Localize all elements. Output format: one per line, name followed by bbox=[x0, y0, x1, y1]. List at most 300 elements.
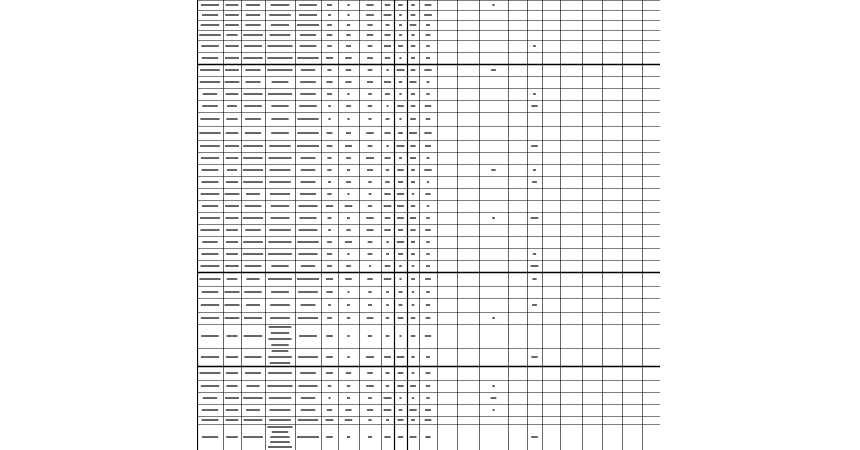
cell-ink bbox=[245, 132, 261, 134]
cell-ink bbox=[225, 14, 239, 16]
cell-ink bbox=[297, 132, 318, 134]
cell-ink bbox=[367, 34, 374, 36]
cell-ink bbox=[426, 385, 430, 387]
cell-ink bbox=[269, 169, 290, 171]
cell-ink bbox=[345, 409, 351, 411]
cell-ink bbox=[384, 229, 390, 231]
cell-ink bbox=[267, 426, 292, 428]
cell-ink bbox=[301, 157, 316, 159]
cell-ink bbox=[202, 57, 218, 59]
cell-ink bbox=[398, 317, 404, 319]
cell-ink bbox=[531, 217, 539, 219]
cell-ink bbox=[297, 436, 319, 438]
cell-ink bbox=[492, 317, 495, 319]
cell-ink bbox=[367, 169, 373, 171]
cell-ink bbox=[426, 372, 431, 374]
cell-ink bbox=[326, 356, 333, 358]
cell-ink bbox=[368, 105, 372, 107]
cell-ink bbox=[328, 118, 330, 120]
cell-ink bbox=[272, 81, 289, 83]
cell-ink bbox=[411, 253, 415, 255]
cell-ink bbox=[492, 217, 495, 219]
cell-ink bbox=[244, 419, 263, 421]
cell-ink bbox=[347, 436, 350, 438]
cell-ink bbox=[368, 181, 372, 183]
cell-ink bbox=[426, 93, 429, 95]
cell-ink bbox=[425, 335, 431, 337]
cell-ink bbox=[269, 14, 291, 16]
cell-ink bbox=[267, 69, 292, 71]
cell-ink bbox=[398, 436, 403, 438]
cell-ink bbox=[328, 14, 331, 16]
cell-ink bbox=[226, 34, 237, 36]
cell-ink bbox=[386, 118, 390, 120]
cell-ink bbox=[326, 335, 333, 337]
cell-ink bbox=[411, 419, 415, 421]
cell-ink bbox=[268, 372, 292, 374]
cell-ink bbox=[225, 145, 239, 147]
cell-ink bbox=[426, 397, 429, 399]
cell-ink bbox=[202, 419, 219, 421]
cell-ink bbox=[298, 205, 317, 207]
cell-ink bbox=[491, 169, 495, 171]
cell-ink bbox=[366, 157, 374, 159]
cell-ink bbox=[347, 304, 350, 306]
cell-ink bbox=[326, 291, 332, 293]
cell-ink bbox=[410, 118, 416, 120]
cell-ink bbox=[345, 205, 353, 207]
cell-ink bbox=[386, 304, 389, 306]
cell-ink bbox=[201, 24, 220, 26]
cell-ink bbox=[269, 181, 291, 183]
cell-ink bbox=[226, 118, 237, 120]
cell-ink bbox=[397, 356, 405, 358]
cell-ink bbox=[326, 57, 333, 59]
cell-ink bbox=[347, 14, 349, 16]
cell-ink bbox=[270, 304, 290, 306]
table-row-dividers bbox=[197, 1, 660, 450]
cell-ink bbox=[426, 81, 429, 83]
cell-ink bbox=[298, 291, 318, 293]
cell-ink bbox=[269, 229, 291, 231]
cell-ink bbox=[397, 69, 405, 71]
cell-ink bbox=[246, 385, 259, 387]
cell-ink bbox=[328, 217, 332, 219]
cell-ink bbox=[411, 181, 415, 183]
cell-ink bbox=[409, 409, 416, 411]
cell-ink bbox=[298, 253, 317, 255]
cell-ink bbox=[424, 69, 431, 71]
cell-ink bbox=[491, 397, 497, 399]
cell-ink bbox=[243, 397, 262, 399]
cell-ink bbox=[267, 57, 292, 59]
cell-ink bbox=[347, 291, 349, 293]
cell-ink bbox=[297, 24, 319, 26]
cell-ink bbox=[411, 105, 416, 107]
cell-ink bbox=[243, 93, 262, 95]
cell-ink bbox=[269, 157, 292, 159]
cell-ink bbox=[200, 81, 220, 83]
cell-ink bbox=[411, 69, 416, 71]
cell-ink bbox=[202, 205, 218, 207]
cell-ink bbox=[369, 265, 371, 267]
cell-ink bbox=[224, 291, 239, 293]
cell-ink bbox=[384, 356, 391, 358]
cell-ink bbox=[328, 181, 331, 183]
cell-ink bbox=[226, 385, 237, 387]
cell-ink bbox=[298, 317, 318, 319]
cell-ink bbox=[201, 265, 220, 267]
cell-ink bbox=[246, 278, 259, 280]
cell-ink bbox=[399, 335, 401, 337]
cell-ink bbox=[327, 157, 331, 159]
cell-ink bbox=[399, 304, 403, 306]
cell-ink bbox=[366, 356, 374, 358]
cell-ink bbox=[270, 409, 291, 411]
cell-ink bbox=[368, 69, 373, 71]
cell-ink bbox=[271, 291, 289, 293]
cell-ink bbox=[412, 265, 415, 267]
cell-ink bbox=[245, 69, 260, 71]
cell-ink bbox=[244, 335, 263, 337]
cell-ink bbox=[385, 265, 391, 267]
cell-ink bbox=[201, 356, 219, 358]
cell-ink bbox=[368, 304, 372, 306]
cell-ink bbox=[533, 45, 536, 47]
cell-ink bbox=[202, 14, 218, 16]
cell-ink bbox=[347, 385, 350, 387]
cell-ink bbox=[531, 105, 537, 107]
cell-ink bbox=[397, 169, 403, 171]
cell-ink bbox=[411, 205, 415, 207]
cell-ink bbox=[345, 81, 351, 83]
cell-ink bbox=[327, 265, 332, 267]
cell-ink bbox=[225, 57, 239, 59]
cell-ink bbox=[411, 4, 415, 6]
cell-ink bbox=[367, 317, 374, 319]
cell-ink bbox=[427, 181, 429, 183]
cell-ink bbox=[225, 265, 238, 267]
cell-ink bbox=[300, 372, 316, 374]
cell-ink bbox=[531, 436, 538, 438]
cell-ink bbox=[271, 132, 289, 134]
cell-ink bbox=[411, 34, 414, 36]
cell-ink bbox=[327, 193, 331, 195]
cell-ink bbox=[245, 24, 260, 26]
cell-ink bbox=[368, 397, 372, 399]
cell-ink bbox=[397, 385, 403, 387]
cell-ink bbox=[399, 278, 401, 280]
cell-ink bbox=[347, 356, 350, 358]
cell-ink bbox=[399, 93, 401, 95]
cell-ink bbox=[399, 14, 402, 16]
cell-ink bbox=[225, 24, 239, 26]
cell-ink bbox=[243, 253, 263, 255]
cell-ink bbox=[326, 278, 333, 280]
cell-ink bbox=[368, 118, 371, 120]
cell-ink bbox=[426, 317, 431, 319]
cell-ink bbox=[424, 169, 431, 171]
cell-ink bbox=[411, 317, 416, 319]
cell-ink bbox=[200, 69, 220, 71]
cell-ink bbox=[271, 105, 288, 107]
cell-ink bbox=[327, 93, 332, 95]
cell-ink bbox=[412, 397, 414, 399]
cell-ink bbox=[203, 397, 217, 399]
cell-ink bbox=[426, 217, 430, 219]
cell-ink bbox=[398, 181, 403, 183]
cell-ink bbox=[202, 105, 218, 107]
cell-ink bbox=[301, 397, 315, 399]
cell-ink bbox=[368, 291, 371, 293]
cell-ink bbox=[268, 93, 292, 95]
cell-ink bbox=[532, 181, 537, 183]
cell-ink bbox=[366, 4, 373, 6]
cell-ink bbox=[299, 229, 318, 231]
cell-ink bbox=[226, 132, 239, 134]
cell-ink bbox=[226, 253, 238, 255]
cell-ink bbox=[386, 385, 389, 387]
cell-ink bbox=[226, 157, 238, 159]
cell-ink bbox=[244, 356, 261, 358]
cell-ink bbox=[200, 217, 220, 219]
cell-ink bbox=[246, 193, 260, 195]
cell-ink bbox=[201, 304, 219, 306]
cell-ink bbox=[244, 105, 262, 107]
cell-ink bbox=[384, 14, 392, 16]
cell-ink bbox=[297, 57, 319, 59]
cell-ink bbox=[201, 317, 219, 319]
cell-ink bbox=[300, 93, 315, 95]
cell-ink bbox=[411, 356, 414, 358]
cell-ink bbox=[426, 265, 430, 267]
cell-ink bbox=[347, 335, 349, 337]
cell-ink bbox=[425, 419, 432, 421]
cell-ink bbox=[225, 81, 240, 83]
cell-ink bbox=[397, 193, 404, 195]
cell-ink bbox=[244, 45, 262, 47]
data-table bbox=[197, 0, 660, 450]
cell-ink bbox=[268, 446, 292, 448]
cell-ink bbox=[397, 241, 404, 243]
cell-ink bbox=[243, 181, 263, 183]
cell-ink bbox=[531, 145, 538, 147]
cell-ink bbox=[245, 229, 261, 231]
cell-ink bbox=[425, 105, 431, 107]
cell-ink bbox=[533, 169, 536, 171]
cell-ink bbox=[411, 169, 415, 171]
cell-ink bbox=[226, 419, 239, 421]
cell-ink bbox=[384, 45, 391, 47]
cell-ink bbox=[398, 45, 403, 47]
cell-ink bbox=[244, 291, 261, 293]
cell-ink bbox=[385, 4, 391, 6]
cell-ink bbox=[199, 372, 220, 374]
cell-ink bbox=[326, 205, 333, 207]
cell-ink bbox=[386, 291, 389, 293]
cell-ink bbox=[386, 253, 389, 255]
cell-ink bbox=[268, 241, 291, 243]
cell-ink bbox=[244, 317, 262, 319]
cell-ink bbox=[270, 436, 289, 438]
cell-ink bbox=[426, 291, 430, 293]
cell-ink bbox=[412, 304, 415, 306]
cell-ink bbox=[201, 335, 219, 337]
cell-ink bbox=[326, 419, 334, 421]
cell-ink bbox=[300, 34, 316, 36]
cell-ink bbox=[301, 181, 316, 183]
cell-ink bbox=[366, 132, 373, 134]
cell-ink bbox=[411, 93, 415, 95]
cell-ink bbox=[426, 45, 430, 47]
cell-ink bbox=[368, 436, 372, 438]
cell-ink bbox=[345, 57, 351, 59]
cell-ink bbox=[328, 385, 331, 387]
cell-ink bbox=[327, 69, 331, 71]
cell-ink bbox=[327, 409, 332, 411]
cell-ink bbox=[199, 132, 220, 134]
cell-ink bbox=[347, 193, 349, 195]
cell-ink bbox=[268, 356, 292, 358]
cell-ink bbox=[345, 419, 352, 421]
cell-ink bbox=[268, 338, 291, 340]
cell-ink bbox=[202, 241, 217, 243]
cell-ink bbox=[246, 4, 260, 6]
cell-ink bbox=[346, 181, 351, 183]
cell-ink bbox=[426, 157, 429, 159]
cell-ink bbox=[386, 169, 389, 171]
cell-ink bbox=[367, 24, 372, 26]
cell-ink bbox=[346, 45, 351, 47]
cell-ink bbox=[271, 332, 289, 334]
cell-ink bbox=[268, 278, 292, 280]
cell-ink bbox=[297, 118, 318, 120]
cell-ink bbox=[269, 419, 291, 421]
cell-ink bbox=[385, 372, 389, 374]
cell-ink bbox=[345, 145, 352, 147]
cell-ink bbox=[202, 291, 219, 293]
cell-ink bbox=[366, 217, 374, 219]
cell-ink bbox=[492, 385, 495, 387]
cell-ink bbox=[411, 45, 416, 47]
cell-ink bbox=[297, 145, 319, 147]
cell-ink bbox=[226, 93, 239, 95]
cell-ink bbox=[225, 304, 240, 306]
cell-ink bbox=[226, 436, 238, 438]
cell-ink bbox=[532, 278, 536, 280]
cell-ink bbox=[399, 24, 402, 26]
cell-ink bbox=[298, 385, 317, 387]
cell-ink bbox=[326, 436, 333, 438]
cell-ink bbox=[272, 350, 289, 352]
cell-ink bbox=[411, 57, 415, 59]
cell-ink bbox=[201, 253, 218, 255]
cell-ink bbox=[410, 24, 417, 26]
cell-ink bbox=[425, 278, 431, 280]
cell-ink bbox=[200, 229, 219, 231]
cell-ink bbox=[385, 34, 391, 36]
cell-ink bbox=[492, 409, 494, 411]
cell-ink bbox=[347, 24, 350, 26]
cell-ink bbox=[328, 229, 331, 231]
cell-ink bbox=[425, 193, 430, 195]
cell-ink bbox=[532, 304, 537, 306]
cell-ink bbox=[226, 335, 237, 337]
cell-ink bbox=[347, 217, 350, 219]
cell-ink bbox=[226, 181, 238, 183]
cell-ink bbox=[245, 205, 262, 207]
cell-ink bbox=[269, 326, 292, 328]
cell-ink bbox=[271, 265, 288, 267]
cell-ink bbox=[246, 14, 260, 16]
cell-ink bbox=[225, 205, 239, 207]
cell-ink bbox=[426, 241, 429, 243]
cell-ink bbox=[367, 229, 374, 231]
cell-ink bbox=[398, 253, 403, 255]
cell-ink bbox=[226, 409, 238, 411]
cell-ink bbox=[385, 93, 390, 95]
cell-ink bbox=[199, 34, 221, 36]
cell-ink bbox=[327, 34, 333, 36]
cell-ink bbox=[411, 14, 416, 16]
cell-ink bbox=[226, 241, 238, 243]
cell-ink bbox=[397, 205, 404, 207]
cell-ink bbox=[227, 169, 237, 171]
cell-ink bbox=[271, 205, 290, 207]
cell-ink bbox=[426, 24, 430, 26]
cell-ink bbox=[385, 57, 390, 59]
cell-ink bbox=[411, 335, 416, 337]
cell-ink bbox=[385, 181, 389, 183]
cell-ink bbox=[386, 419, 389, 421]
cell-ink bbox=[399, 118, 401, 120]
cell-ink bbox=[386, 24, 390, 26]
cell-ink bbox=[397, 217, 404, 219]
cell-ink bbox=[201, 193, 220, 195]
cell-ink bbox=[384, 205, 392, 207]
cell-ink bbox=[425, 409, 431, 411]
cell-ink bbox=[399, 265, 402, 267]
cell-ink bbox=[397, 419, 403, 421]
cell-ink bbox=[412, 372, 415, 374]
cell-ink bbox=[384, 409, 392, 411]
cell-ink bbox=[301, 169, 316, 171]
cell-ink bbox=[347, 93, 349, 95]
cell-ink bbox=[531, 265, 539, 267]
cell-ink bbox=[424, 132, 431, 134]
cell-ink bbox=[346, 229, 350, 231]
cell-ink bbox=[492, 4, 494, 6]
cell-ink bbox=[299, 105, 316, 107]
cell-ink bbox=[368, 253, 373, 255]
cell-ink bbox=[367, 372, 373, 374]
cell-ink bbox=[347, 253, 349, 255]
cell-ink bbox=[366, 385, 374, 387]
cell-ink bbox=[202, 181, 219, 183]
cell-ink bbox=[398, 372, 404, 374]
cell-ink bbox=[243, 157, 263, 159]
cell-ink bbox=[346, 105, 351, 107]
cell-ink bbox=[271, 24, 289, 26]
cell-ink bbox=[270, 317, 290, 319]
cell-ink bbox=[398, 4, 402, 6]
cell-ink bbox=[327, 4, 332, 6]
cell-ink bbox=[327, 145, 333, 147]
cell-ink bbox=[245, 372, 261, 374]
cell-ink bbox=[270, 362, 290, 364]
cell-ink bbox=[301, 265, 315, 267]
cell-ink bbox=[327, 253, 332, 255]
